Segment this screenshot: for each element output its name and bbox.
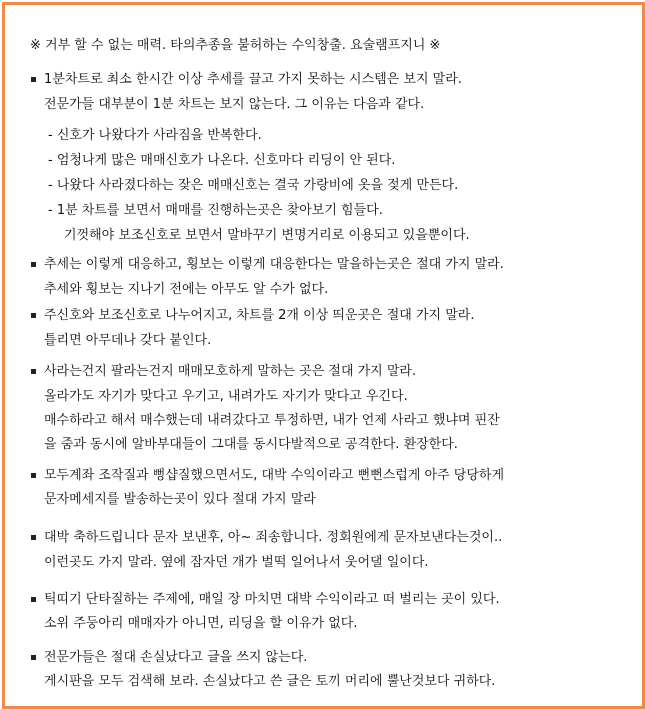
- item-line: 전문가들 대부분이 1분 차트는 보지 않는다. 그 이유는 다음과 같다.: [44, 97, 425, 112]
- bullet-icon: [31, 262, 36, 267]
- bullet-icon: [31, 655, 36, 660]
- item-line: 문자메세지를 발송하는곳이 있다 절대 가지 말라: [44, 492, 316, 507]
- bullet-icon: [31, 597, 36, 602]
- page-title: ※ 거부 할 수 없는 매력. 타의추종을 불허하는 수익창출. 요술램프지니 ※: [30, 38, 441, 53]
- item-line: 주신호와 보조신호로 나누어지고, 차트를 2개 이상 띄운곳은 절대 가지 말라.: [44, 308, 475, 323]
- item-line: 올라가도 자기가 맞다고 우기고, 내려가도 자기가 맞다고 우긴다.: [44, 389, 408, 404]
- sub-item-line: - 1분 차트를 보면서 매매를 진행하는곳은 찾아보기 힘들다.: [48, 203, 383, 218]
- sub-item-line: - 나왔다 사라졌다하는 잦은 매매신호는 결국 가랑비에 옷을 젖게 만든다.: [48, 178, 459, 193]
- item-line: 틀리면 아무데나 갖다 붙인다.: [44, 333, 212, 348]
- item-line: 추세와 횡보는 지나기 전에는 아무도 알 수가 없다.: [44, 282, 329, 297]
- sub-item-line: 기껏해야 보조신호로 보면서 말바꾸기 변명거리로 이용되고 있을뿐이다.: [64, 228, 470, 243]
- sub-item-line: - 엄청나게 많은 매매신호가 나온다. 신호마다 리딩이 안 된다.: [48, 153, 396, 168]
- item-line: 1분차트로 최소 한시간 이상 추세를 끌고 가지 못하는 시스템은 보지 말라.: [44, 72, 462, 87]
- bullet-icon: [31, 369, 36, 374]
- item-line: 사라는건지 팔라는건지 매매모호하게 말하는 곳은 절대 가지 말라.: [44, 364, 417, 379]
- item-line: 매수하라고 해서 매수했는데 내려갔다고 투정하면, 내가 언제 사라고 했냐며 핀잔: [44, 413, 500, 428]
- item-line: 추세는 이렇게 대응하고, 횡보는 이렇게 대응한다는 말을하는곳은 절대 가지 말라.: [44, 257, 504, 272]
- item-line: 소위 주둥아리 매매자가 아니면, 리딩을 할 이유가 없다.: [44, 616, 358, 631]
- item-line: 틱띠기 단타질하는 주제에, 매일 장 마치면 대박 수익이라고 떠 벌리는 곳이 있다.: [44, 592, 500, 607]
- bullet-icon: [31, 473, 36, 478]
- item-line: 대박 축하드립니다 문자 보낸후, 아~ 죄송합니다. 정회원에게 문자보낸다는것이..: [44, 530, 503, 545]
- bullet-icon: [31, 535, 36, 540]
- sub-item-line: - 신호가 나왔다가 사라짐을 반복한다.: [48, 128, 262, 143]
- bullet-icon: [31, 77, 36, 82]
- bullet-icon: [31, 313, 36, 318]
- item-line: 모두계좌 조작질과 뻥샵질했으면서도, 대박 수익이라고 뻔뻔스럽게 아주 당당하게: [44, 468, 505, 483]
- item-line: 이런곳도 가지 말라. 옆에 잠자던 개가 벌떡 일어나서 웃어댈 일이다.: [44, 555, 429, 570]
- item-line: 게시판을 모두 검색해 보라. 손실났다고 쓴 글은 토끼 머리에 뿔난것보다 귀하다.: [44, 674, 496, 689]
- item-line: 을 줌과 동시에 알바부대들이 그대를 동시다발적으로 공격한다. 환장한다.: [44, 437, 458, 452]
- item-line: 전문가들은 절대 손실났다고 글을 쓰지 않는다.: [44, 650, 308, 665]
